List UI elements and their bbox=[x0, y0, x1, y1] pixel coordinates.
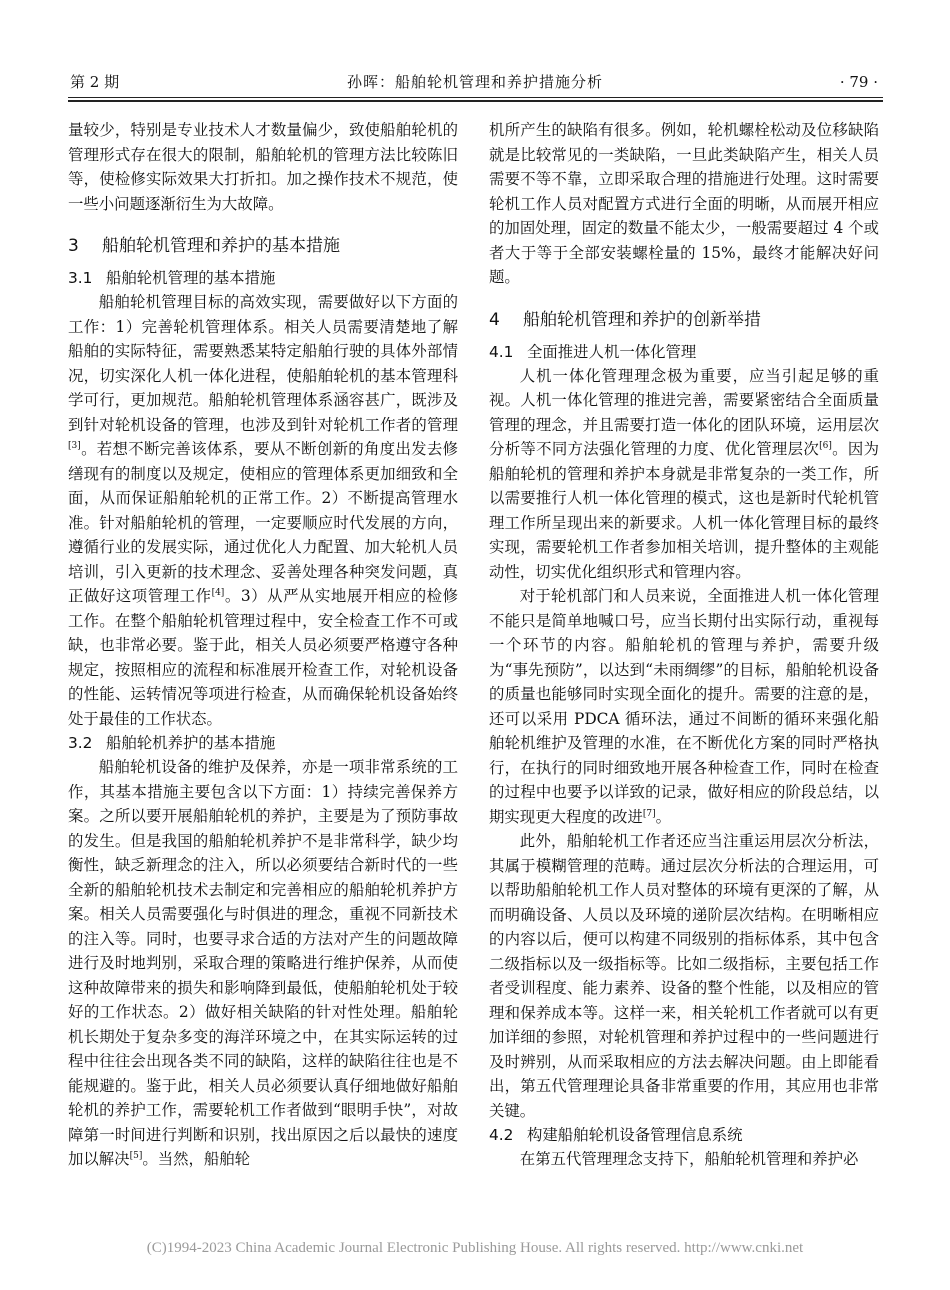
subsection-heading bbox=[489, 340, 879, 364]
citation[interactable]: [7] bbox=[642, 808, 656, 819]
subsection-title: 构建船舶轮机设备管理信息系统 bbox=[527, 1126, 743, 1144]
left-column bbox=[68, 118, 458, 1172]
right-column bbox=[489, 118, 879, 1172]
subsection-title: 船舶轮机管理的基本措施 bbox=[106, 269, 276, 287]
section-heading bbox=[68, 234, 458, 258]
subsection-number: 4.1 bbox=[489, 342, 514, 361]
subsection-number: 3.2 bbox=[68, 734, 93, 752]
citation[interactable]: [3] bbox=[68, 440, 81, 451]
issue-number: 第 2 期 bbox=[70, 73, 120, 91]
copyright-footer: (C)1994-2023 China Academic Journal Electronic Publishing House. All rights reserved. http://www.cnki.net bbox=[146, 1240, 804, 1256]
header-rule bbox=[68, 97, 883, 98]
paragraph: 对于轮机部门和人员来说，全面推进人机一体化管理不能只是简单地喊口号，应当长期付出实际行动，重视每一个环节的内容。船舶轮机的管理与养护，需要升级为“事先预防”，以达到“未雨绸缪”的目标，船舶轮机设备的质量也能够同时实现全面化的提升。需要的注意的是，还可以采用 PDCA 循环法，通过不间断的循环来强化船舶轮机维护及管理的水准，在不断优化方案的同时严格执行，在执行的同时细致地开展各种检查工作，同时在检查的过程中也要予以详致的记录，做好相应的阶段总结，以期实现更大程度的改进[7]。 bbox=[489, 587, 879, 826]
citation[interactable]: [5] bbox=[129, 1150, 143, 1161]
section-title: 船舶轮机管理和养护的基本措施 bbox=[102, 236, 340, 256]
paragraph: 量较少，特别是专业技术人才数量偏少，致使船舶轮机的管理形式存在很大的限制，船舶轮机的管理方法比较陈旧等，使检修实际效果大打折扣。加之操作技术不规范，使一些小问题逐渐衍生为大故障。 bbox=[68, 121, 458, 213]
section-number: 3 bbox=[68, 236, 79, 256]
running-title: 孙晖：船舶轮机管理和养护措施分析 bbox=[346, 73, 603, 91]
paragraph: 船舶轮机管理目标的高效实现，需要做好以下方面的工作：1）完善轮机管理体系。相关人员需要清楚地了解船舶的实际特征，需要熟悉某特定船舶行驶的具体外部情况，切实深化人机一体化进程，使船舶轮机的基本管理科学可行，更加规范。船舶轮机管理体系涵容甚广，既涉及到针对轮机设备的管理，也涉及到针对轮机工作者的管理[3]。若想不断完善该体系，要从不断创新的角度出发去修缮现有的制度以及规定，使相应的管理体系更加细致和全面，从而保证船舶轮机的正常工作。2）不断提高管理水准。针对船舶轮机的管理，一定要顺应时代发展的方向，遵循行业的发展实际，通过优化人力配置、加大轮机人员培训，引入更新的技术理念、妥善处理各种突发问题，真正做好这项管理工作[4]。3）从严从实地展开相应的检修工作。在整个船舶轮机管理过程中，安全检查工作不可或缺，也非常必要。鉴于此，相关人员必须要严格遵守各种规定，按照相应的流程和标准展开检查工作，对轮机设备的性能、运转情况等项进行检查，从而确保轮机设备始终处于最佳的工作状态。 bbox=[68, 293, 458, 728]
subsection-number: 3.1 bbox=[68, 269, 93, 287]
subsection-number: 4.2 bbox=[489, 1126, 514, 1144]
section-title: 船舶轮机管理和养护的创新举措 bbox=[523, 309, 761, 330]
subsection-heading bbox=[68, 731, 458, 755]
citation[interactable]: [4] bbox=[211, 587, 225, 598]
paragraph: 机所产生的缺陷有很多。例如，轮机螺栓松动及位移缺陷就是比较常见的一类缺陷，一旦此类缺陷产生，相关人员需要不等不靠，立即采取合理的措施进行处理。这时需要轮机工作人员对配置方式进行全面的明晰，从而展开相应的加固处理，固定的数量不能太少，一般需要超过 4 个或者大于等于全部安装螺栓量的 15%，最终才能解决好问题。 bbox=[489, 121, 879, 286]
paragraph: 船舶轮机设备的维护及保养，亦是一项非常系统的工作，其基本措施主要包含以下方面：1）持续完善保养方案。之所以要开展船舶轮机的养护，主要是为了预防事故的发生。但是我国的船舶轮机养护不是非常科学，缺少均衡性，缺乏新理念的注入，所以必须要结合新时代的一些全新的船舶轮机技术去制定和完善相应的船舶轮机养护方案。相关人员需要强化与时俱进的理念，重视不同新技术的注入等。同时，也要寻求合适的方法对产生的问题故障进行及时地判别，采取合理的策略进行维护保养，从而使这种故障带来的损失和影响降到最低，使船舶轮机处于较好的工作状态。2）做好相关缺陷的针对性处理。船舶轮机长期处于复杂多变的海洋环境之中，在其实际运转的过程中往往会出现各类不同的缺陷，这样的缺陷往往也是不能规避的。鉴于此，相关人员必须要认真仔细地做好船舶轮机的养护工作，需要轮机工作者做到“眼明手快”，对故障第一时间进行判断和识别，找出原因之后以最快的速度加以解决[5]。当然，船舶轮 bbox=[68, 758, 458, 1168]
citation[interactable]: [6] bbox=[819, 440, 832, 451]
paragraph: 在第五代管理理念支持下，船舶轮机管理和养护必 bbox=[519, 1150, 859, 1168]
header-rule-thick bbox=[68, 100, 883, 102]
paragraph: 此外，船舶轮机工作者还应当注重运用层次分析法，其属于模糊管理的范畴。通过层次分析法的合理运用，可以帮助船舶轮机工作人员对整体的环境有更深的了解，从而明确设备、人员以及环境的递阶层次结构。在明晰相应的内容以后，便可以构建不同级别的指标体系，其中包含二级指标以及一级指标等。比如二级指标，主要包括工作者受训程度、能力素养、设备的整个性能，以及相应的管理和保养成本等。这样一来，相关轮机工作者就可以有更加详细的参照，对轮机管理和养护过程中的一些问题进行及时辨别，从而采取相应的方法去解决问题。由上即能看出，第五代管理理论具备非常重要的作用，其应用也非常关键。 bbox=[489, 832, 879, 1120]
subsection-title: 船舶轮机养护的基本措施 bbox=[106, 734, 276, 752]
page-number: · 79 · bbox=[839, 73, 878, 91]
section-number: 4 bbox=[489, 309, 500, 330]
paragraph: 人机一体化管理理念极为重要，应当引起足够的重视。人机一体化管理的推进完善，需要紧密结合全面质量管理的理念，并且需要打造一体化的团队环境，运用层次分析等不同方法强化管理的力度、优化管理层次[6]。因为船舶轮机的管理和养护本身就是非常复杂的一类工作，所以需要推行人机一体化管理的模式，这也是新时代轮机管理工作所呈现出来的新要求。人机一体化管理目标的最终实现，需要轮机工作者参加相关培训，提升整体的主观能动性，切实优化组织形式和管理内容。 bbox=[489, 366, 879, 581]
subsection-heading bbox=[68, 266, 458, 290]
subsection-heading bbox=[489, 1123, 879, 1147]
subsection-title: 全面推进人机一体化管理 bbox=[527, 342, 697, 361]
section-heading bbox=[489, 308, 879, 332]
